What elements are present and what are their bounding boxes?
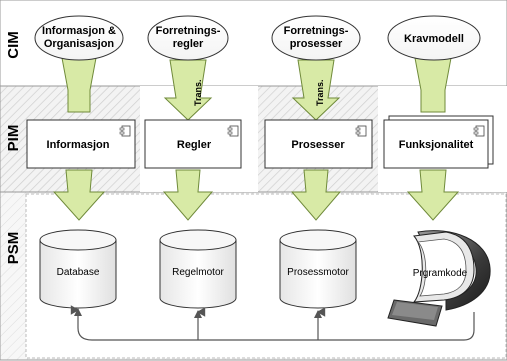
pim-label: PIM [5, 124, 22, 152]
cim-model-requirements-line1: Kravmodell [404, 33, 464, 45]
pim-model-rules-label: Regler [176, 139, 212, 151]
psm-label: PSM [5, 231, 22, 265]
cim-model-processes-line1: Forretnings- [283, 25, 349, 37]
pim-model-functionality-label: Funksjonalitet [398, 139, 474, 151]
psm-models [40, 230, 356, 308]
psm-model-program-code-label: Prgramkode [412, 268, 468, 279]
pim-model-processes-label: Prosesser [291, 139, 345, 151]
cim-model-information-line2: Organisasjon [43, 38, 115, 50]
trans-label-processes: Trans. [315, 79, 325, 106]
psm-model-database [40, 230, 116, 308]
cim-model-processes-line2: prosesser [289, 38, 343, 50]
psm-model-rule-engine-label: Regelmotor [172, 267, 224, 278]
psm-model-database-label: Database [56, 267, 100, 278]
cim-model-rules-line2: regler [172, 38, 204, 50]
psm-model-rule-engine [160, 230, 236, 308]
cim-model-rules-line1: Forretnings- [155, 25, 221, 37]
cim-model-information-line1: Informasjon & [42, 25, 116, 37]
cim-label: CIM [5, 31, 22, 59]
pim-model-information-label: Informasjon [46, 139, 110, 151]
psm-model-process-engine-label: Prosessmotor [287, 267, 349, 278]
psm-model-process-engine [280, 230, 356, 308]
trans-label-rules: Trans. [193, 79, 203, 106]
